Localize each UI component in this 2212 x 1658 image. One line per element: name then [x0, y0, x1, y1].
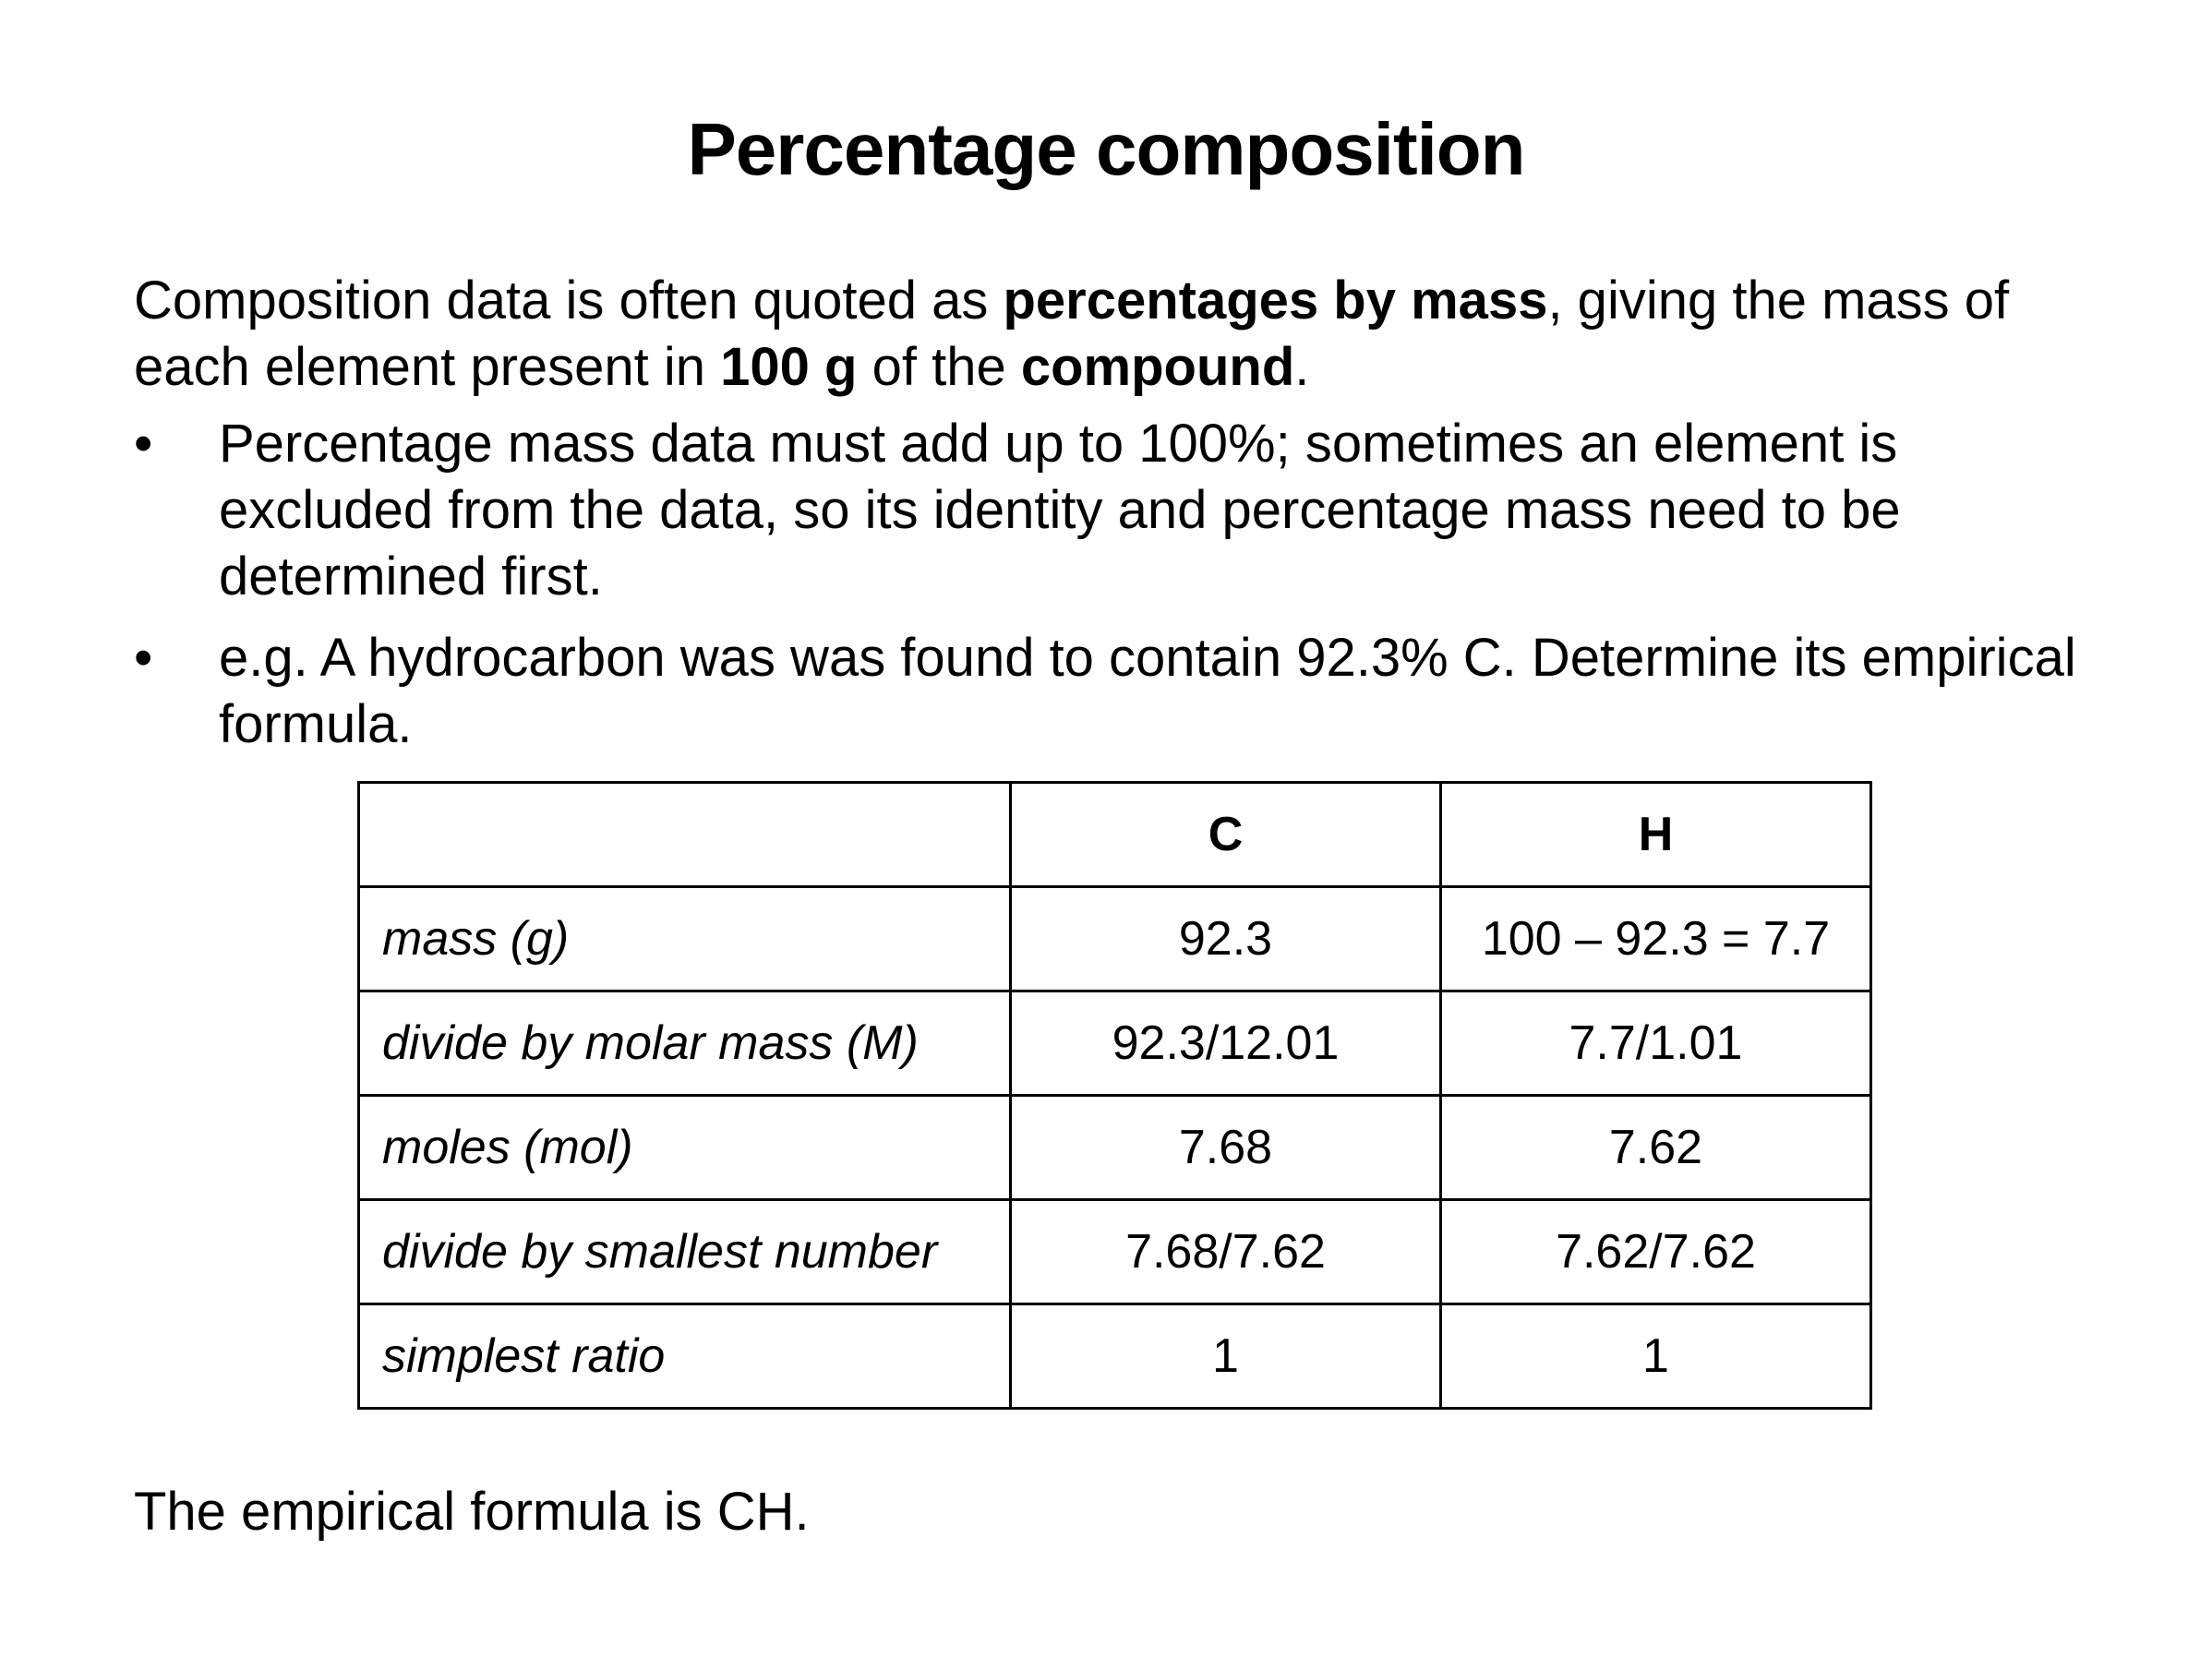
intro-text-2: , giving the mass of each element present in	[134, 270, 2010, 397]
table-cell: 7.68/7.62	[1011, 1200, 1441, 1304]
table-cell: 7.62	[1441, 1096, 1871, 1200]
table-cell: 92.3/12.01	[1011, 991, 1441, 1096]
table-cell: 1	[1011, 1304, 1441, 1409]
bullet-item	[134, 411, 2100, 610]
table-cell: 92.3	[1011, 887, 1441, 991]
calculation-table	[357, 781, 1872, 1410]
table-cell: 7.7/1.01	[1441, 991, 1871, 1096]
row-label: mass (g)	[359, 887, 1011, 991]
intro-bold-100g: 100 g	[720, 337, 858, 397]
intro-paragraph	[134, 268, 2100, 401]
bullet-list	[134, 411, 2100, 773]
table-cell: 1	[1441, 1304, 1871, 1409]
intro-bold-percentages: percentages by mass	[1003, 270, 1548, 330]
table-header-cell: H	[1441, 783, 1871, 887]
row-label: divide by molar mass (M)	[359, 991, 1011, 1096]
table-row	[359, 991, 1871, 1096]
row-label: simplest ratio	[359, 1304, 1011, 1409]
table-cell: 7.62/7.62	[1441, 1200, 1871, 1304]
slide-title: Percentage composition	[687, 108, 1525, 190]
table-cell: 7.68	[1011, 1096, 1441, 1200]
intro-text-3: of the	[857, 337, 1021, 397]
bullet-item	[134, 625, 2100, 758]
table-cell: 100 – 92.3 = 7.7	[1441, 887, 1871, 991]
bullet-text: e.g. A hydrocarbon was was found to contain 92.3% C. Determine its empirical formula.	[219, 628, 2076, 754]
table-row	[359, 887, 1871, 991]
intro-bold-compound: compound	[1020, 337, 1295, 397]
table-row	[359, 1096, 1871, 1200]
row-label: moles (mol)	[359, 1096, 1011, 1200]
intro-text-4: .	[1294, 337, 1310, 397]
table-row	[359, 1200, 1871, 1304]
table-row	[359, 1304, 1871, 1409]
table-header-row	[359, 783, 1871, 887]
bullet-text: Percentage mass data must add up to 100%; sometimes an element is excluded from the data, so its identity and percentage mass need to be determined first.	[219, 414, 1901, 607]
row-label: divide by smallest number	[359, 1200, 1011, 1304]
bullet-icon: •	[134, 628, 153, 688]
intro-text-1: Composition data is often quoted as	[134, 270, 1004, 330]
bullet-icon: •	[134, 414, 153, 474]
table-header-cell	[359, 783, 1011, 887]
conclusion-text: The empirical formula is CH.	[134, 1482, 810, 1542]
table-header-cell: C	[1011, 783, 1441, 887]
